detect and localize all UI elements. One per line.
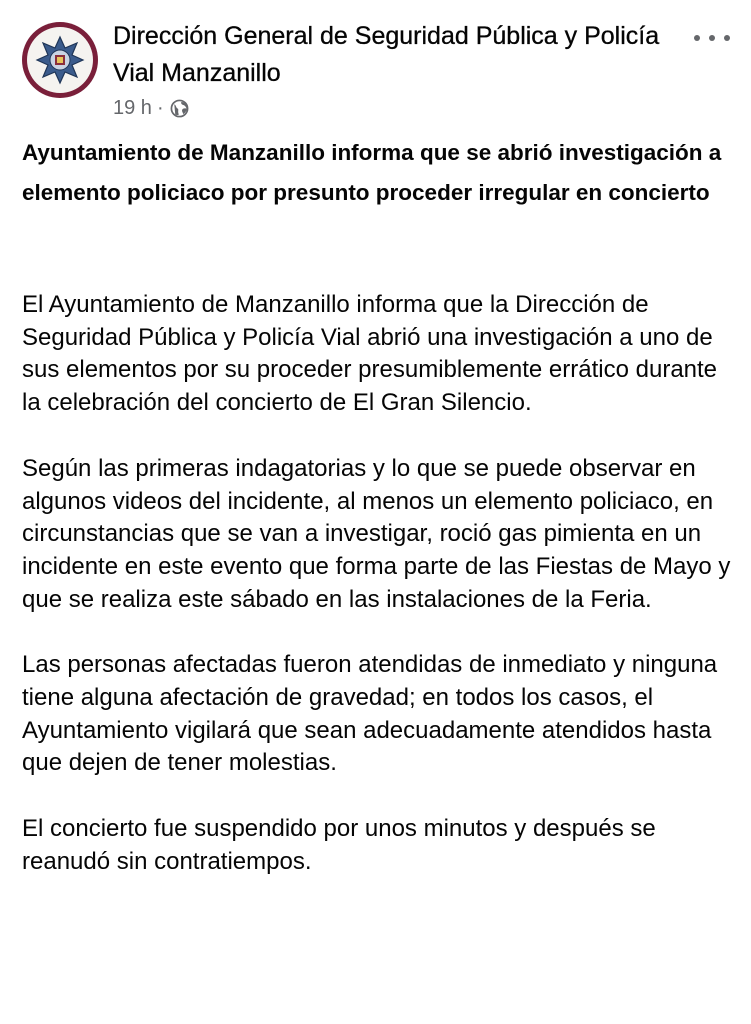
avatar-image: [27, 27, 93, 93]
more-horizontal-icon: [694, 35, 700, 41]
more-horizontal-icon: [724, 35, 730, 41]
post-meta: [113, 94, 189, 122]
more-options-button[interactable]: [694, 26, 730, 50]
paragraph: El concierto fue suspendido por unos minutos y después se reanudó sin contratiempos.: [22, 815, 656, 875]
post-headline: Ayuntamiento de Manzanillo informa que se abrió investigación a elemento policiaco por presunto proceder irregular en concierto: [22, 140, 722, 205]
paragraph: Las personas afectadas fueron atendidas de inmediato y ninguna tiene alguna afectación de gravedad; en todos los casos, el Ayuntamiento vigilará que sean adecuadamente atendidos hasta que dejen de tener molestias.: [22, 651, 718, 777]
post-timestamp-link[interactable]: 19 h: [113, 96, 152, 119]
page-avatar[interactable]: [22, 22, 98, 98]
more-horizontal-icon: [709, 35, 715, 41]
paragraph: Según las primeras indagatorias y lo que se puede observar en algunos videos del incidente, al menos un elemento policiaco, en circunstancias que se van a investigar, roció gas pimienta en un incidente en este evento que forma parte de las Fiestas de Mayo y que se realiza este sábado en las instalaciones de la Feria.: [22, 454, 731, 613]
paragraph: El Ayuntamiento de Manzanillo informa que la Dirección de Seguridad Pública y Policía Vial abrió una investigación a uno de sus elementos por su proceder presumiblemente errático durante la celebración del concierto de El Gran Silencio.: [22, 291, 718, 417]
post-body: [22, 289, 738, 912]
meta-separator: ·: [156, 96, 164, 119]
police-badge-logo: [34, 34, 86, 86]
page-name-link[interactable]: Dirección General de Seguridad Pública y Policía Vial Manzanillo: [113, 22, 660, 87]
globe-icon[interactable]: [170, 99, 189, 118]
